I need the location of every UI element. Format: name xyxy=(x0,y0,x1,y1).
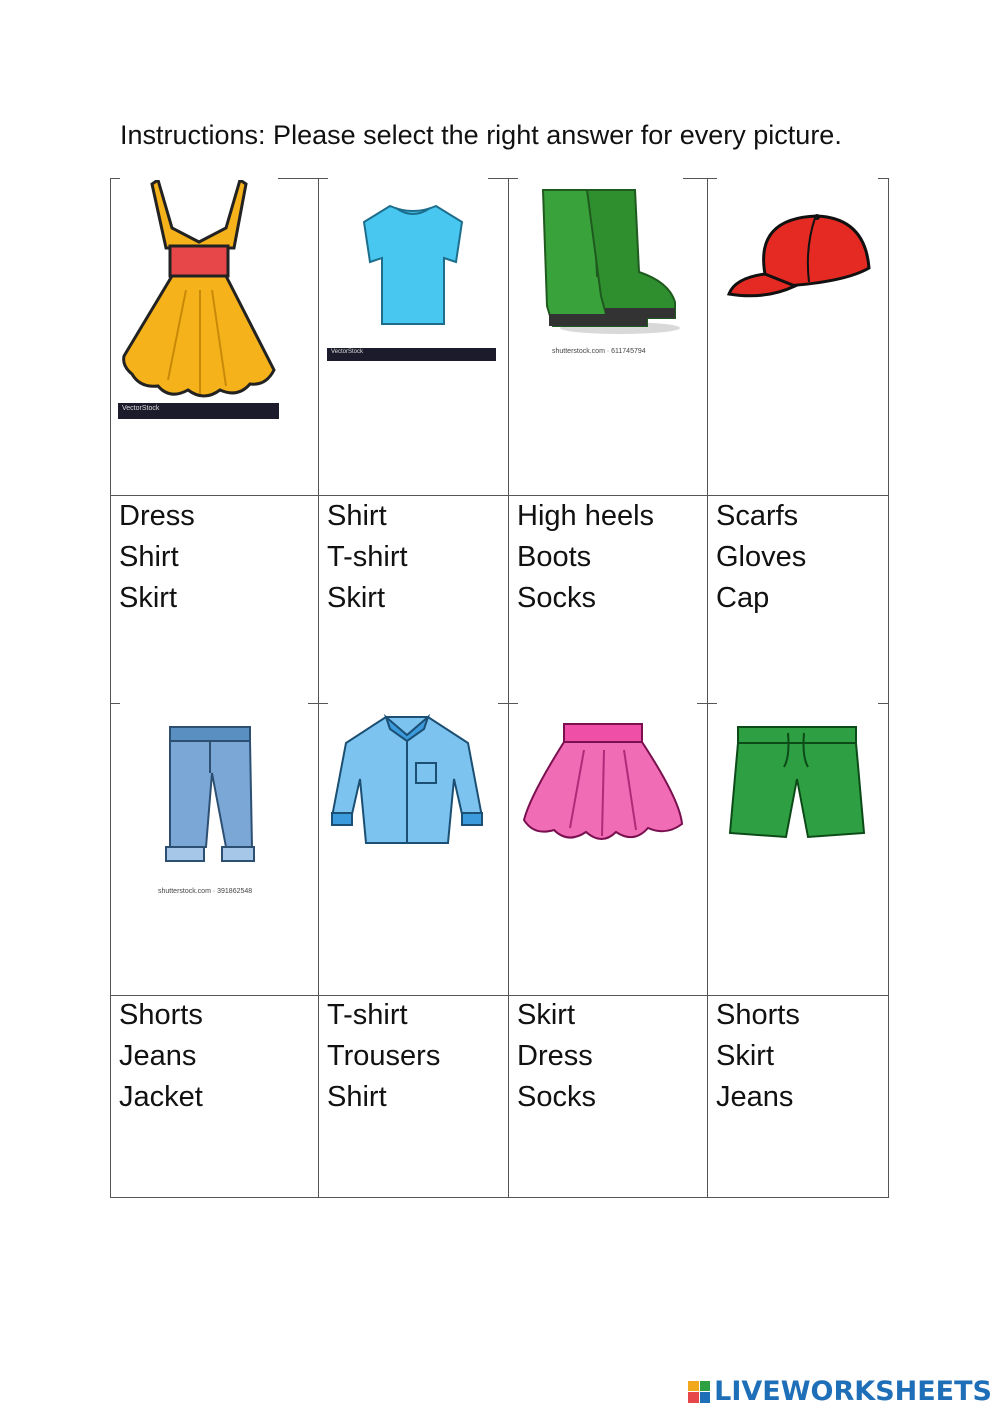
shutterstock-watermark-boots: shutterstock.com · 611745794 xyxy=(552,348,646,355)
worksheet-grid xyxy=(110,178,889,1198)
option-skirt[interactable]: Skirt xyxy=(716,1040,774,1072)
option-scarfs[interactable]: Scarfs xyxy=(716,500,799,532)
option-tshirt[interactable]: T-shirt xyxy=(327,541,408,573)
jeans-icon xyxy=(160,723,260,868)
option-skirt[interactable]: Skirt xyxy=(327,582,385,614)
option-shirt[interactable]: Shirt xyxy=(119,541,179,573)
option-shorts[interactable]: Shorts xyxy=(119,999,203,1031)
option-dress[interactable]: Dress xyxy=(119,500,195,532)
logo-mark-icon xyxy=(688,1381,710,1403)
option-gloves[interactable]: Gloves xyxy=(716,541,807,573)
option-cap[interactable]: Cap xyxy=(716,582,770,614)
instructions-text: Instructions: Please select the right answer for every picture. xyxy=(120,120,842,150)
dress-icon xyxy=(116,180,282,422)
option-high-heels[interactable]: High heels xyxy=(517,500,655,532)
option-jeans[interactable]: Jeans xyxy=(119,1040,197,1072)
brand-name: LIVEWORKSHEETS xyxy=(714,1376,992,1407)
vectorstock-watermark: VectorStock xyxy=(122,405,160,412)
option-trousers[interactable]: Trousers xyxy=(327,1040,441,1072)
option-tshirt[interactable]: T-shirt xyxy=(327,999,408,1031)
shorts-icon xyxy=(728,723,866,843)
option-dress[interactable]: Dress xyxy=(517,1040,593,1072)
option-shorts[interactable]: Shorts xyxy=(716,999,800,1031)
option-jeans[interactable]: Jeans xyxy=(716,1081,794,1113)
option-shirt[interactable]: Shirt xyxy=(327,500,387,532)
vectorstock-watermark-2: VectorStock xyxy=(331,349,364,355)
option-jacket[interactable]: Jacket xyxy=(119,1081,203,1113)
boots-icon xyxy=(535,186,685,336)
shirt-icon xyxy=(328,713,486,853)
option-skirt[interactable]: Skirt xyxy=(517,999,575,1031)
option-boots[interactable]: Boots xyxy=(517,541,592,573)
shutterstock-watermark-jeans: shutterstock.com · 391862548 xyxy=(158,888,253,895)
cap-icon xyxy=(725,208,875,308)
option-skirt[interactable]: Skirt xyxy=(119,582,177,614)
option-socks[interactable]: Socks xyxy=(517,1081,596,1113)
option-socks[interactable]: Socks xyxy=(517,582,596,614)
skirt-icon xyxy=(520,720,686,850)
liveworksheets-logo xyxy=(688,1376,992,1407)
tshirt-icon xyxy=(358,200,468,330)
option-shirt[interactable]: Shirt xyxy=(327,1081,387,1113)
